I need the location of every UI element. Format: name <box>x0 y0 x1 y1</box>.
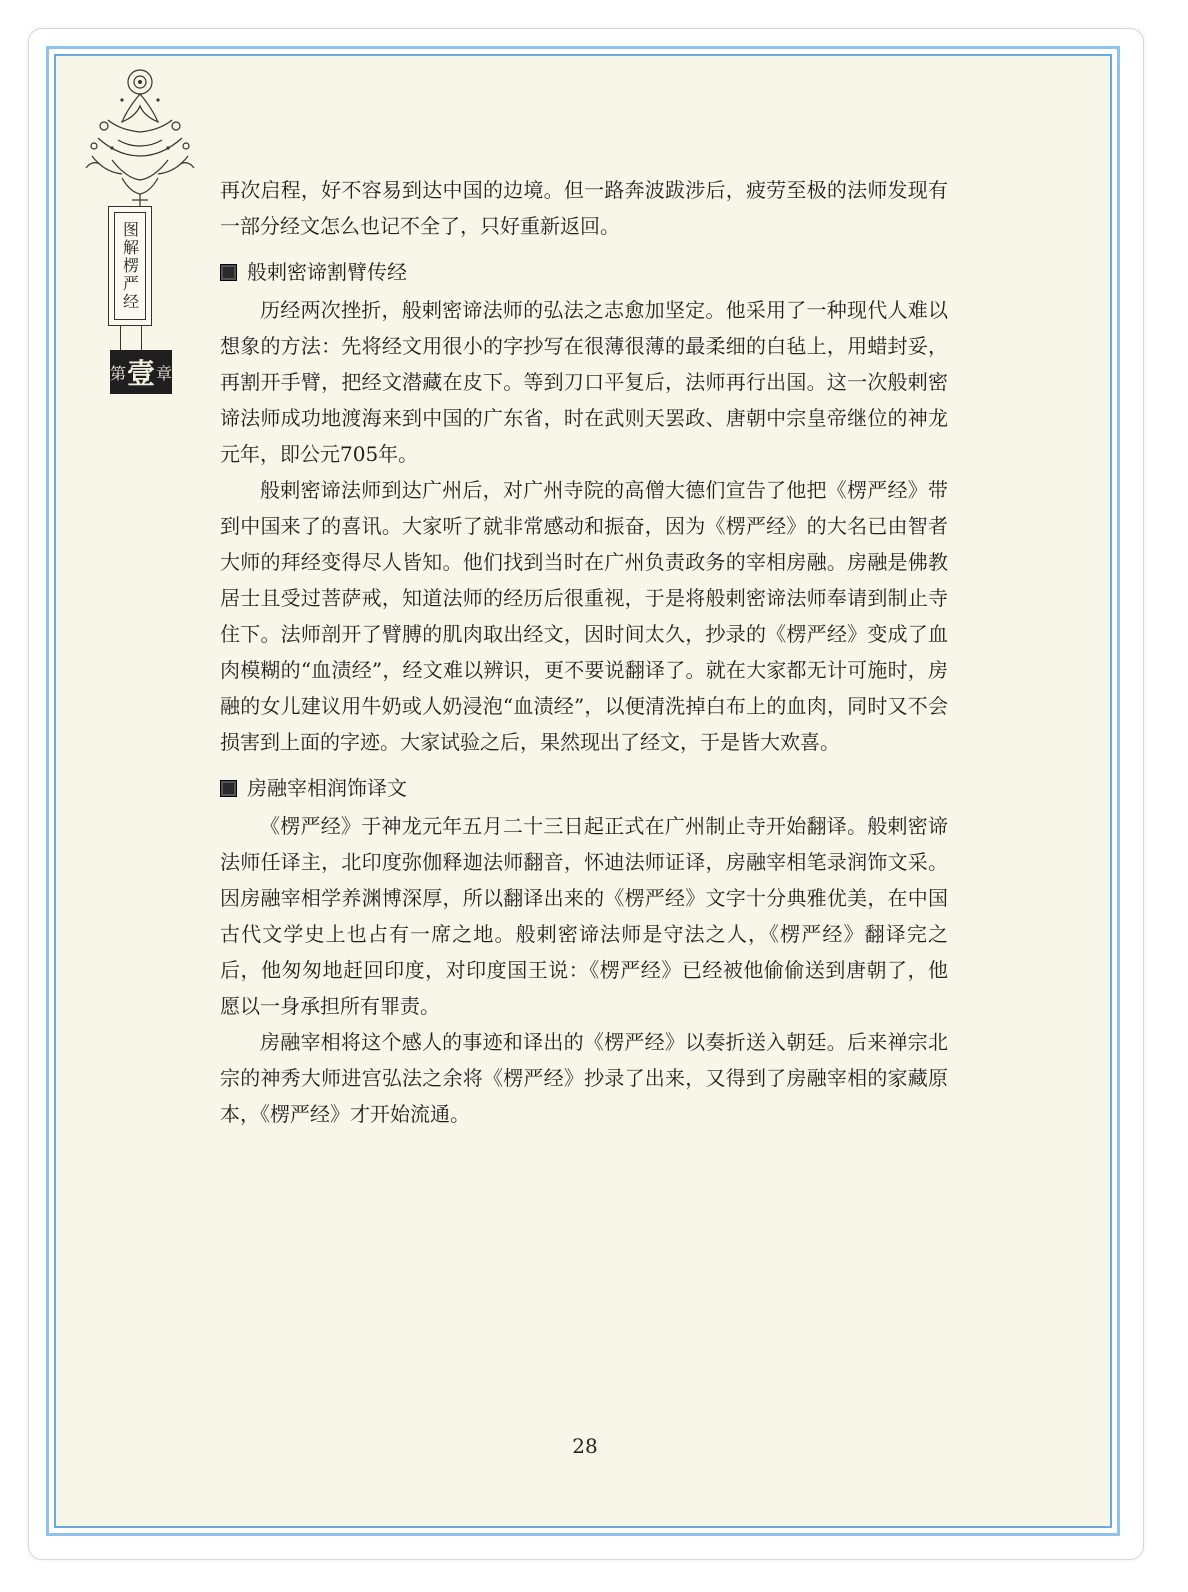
chapter-number: 壹 <box>127 357 156 390</box>
section-heading <box>220 770 948 806</box>
page-content <box>220 172 948 1132</box>
lotus-ornament-icon <box>78 60 198 210</box>
intro-paragraph: 再次启程，好不容易到达中国的边境。但一路奔波跋涉后，疲劳至极的法师发现有一部分经文怎么也记不全了，只好重新返回。 <box>220 178 948 238</box>
body-paragraph: 《楞严经》于神龙元年五月二十三日起正式在广州制止寺开始翻译。般剌密谛法师任译主，北印度弥伽释迦法师翻音，怀迪法师证译，房融宰相笔录润饰文采。因房融宰相学养渊博深厚，所以翻译出来的《楞严经》文字十分典雅优美，在中国古代文学史上也占有一席之地。般剌密谛法师是守法之人，《楞严经》翻译完之后，他匆匆地赶回印度，对印度国王说：《楞严经》已经被他偷偷送到唐朝了，他愿以一身承担所有罪责。 <box>220 814 948 1018</box>
side-book-title <box>108 206 152 326</box>
side-label-stem <box>120 326 142 350</box>
chapter-suffix: 章 <box>156 363 173 383</box>
square-bullet-icon <box>220 264 237 281</box>
section-heading <box>220 254 948 290</box>
square-bullet-icon <box>220 780 237 797</box>
chapter-badge <box>110 350 172 394</box>
body-paragraph: 历经两次挫折，般剌密谛法师的弘法之志愈加坚定。他采用了一种现代人难以想象的方法：先将经文用很小的字抄写在很薄很薄的最柔细的白毡上，用蜡封妥，再割开手臂，把经文潜藏在皮下。等到刀口平复后，法师再行出国。这一次般剌密谛法师成功地渡海来到中国的广东省，时在武则天罢政、唐朝中宗皇帝继位的神龙元年，即公元705年。 <box>220 298 948 466</box>
section-heading-text: 房融宰相润饰译文 <box>247 776 407 800</box>
body-paragraph: 房融宰相将这个感人的事迹和译出的《楞严经》以奏折送入朝廷。后来禅宗北宗的神秀大师进宫弘法之余将《楞严经》抄录了出来，又得到了房融宰相的家藏原本，《楞严经》才开始流通。 <box>220 1030 948 1126</box>
body-paragraph: 般剌密谛法师到达广州后，对广州寺院的高僧大德们宣告了他把《楞严经》带到中国来了的喜讯。大家听了就非常感动和振奋，因为《楞严经》的大名已由智者大师的拜经变得尽人皆知。他们找到当时在广州负责政务的宰相房融。房融是佛教居士且受过菩萨戒，知道法师的经历后很重视，于是将般剌密谛法师奉请到制止寺住下。法师剖开了臂膊的肌肉取出经文，因时间太久，抄录的《楞严经》变成了血肉模糊的“血渍经”，经文难以辨识，更不要说翻译了。就在大家都无计可施时，房融的女儿建议用牛奶或人奶浸泡“血渍经”，以便清洗掉白布上的血肉，同时又不会损害到上面的字迹。大家试验之后，果然现出了经文，于是皆大欢喜。 <box>220 478 948 754</box>
page-number: 28 <box>572 1434 598 1458</box>
side-book-title-text: 图解楞严经 <box>114 212 146 320</box>
section-heading-text: 般剌密谛割臂传经 <box>247 260 407 284</box>
chapter-prefix: 第 <box>109 363 126 383</box>
